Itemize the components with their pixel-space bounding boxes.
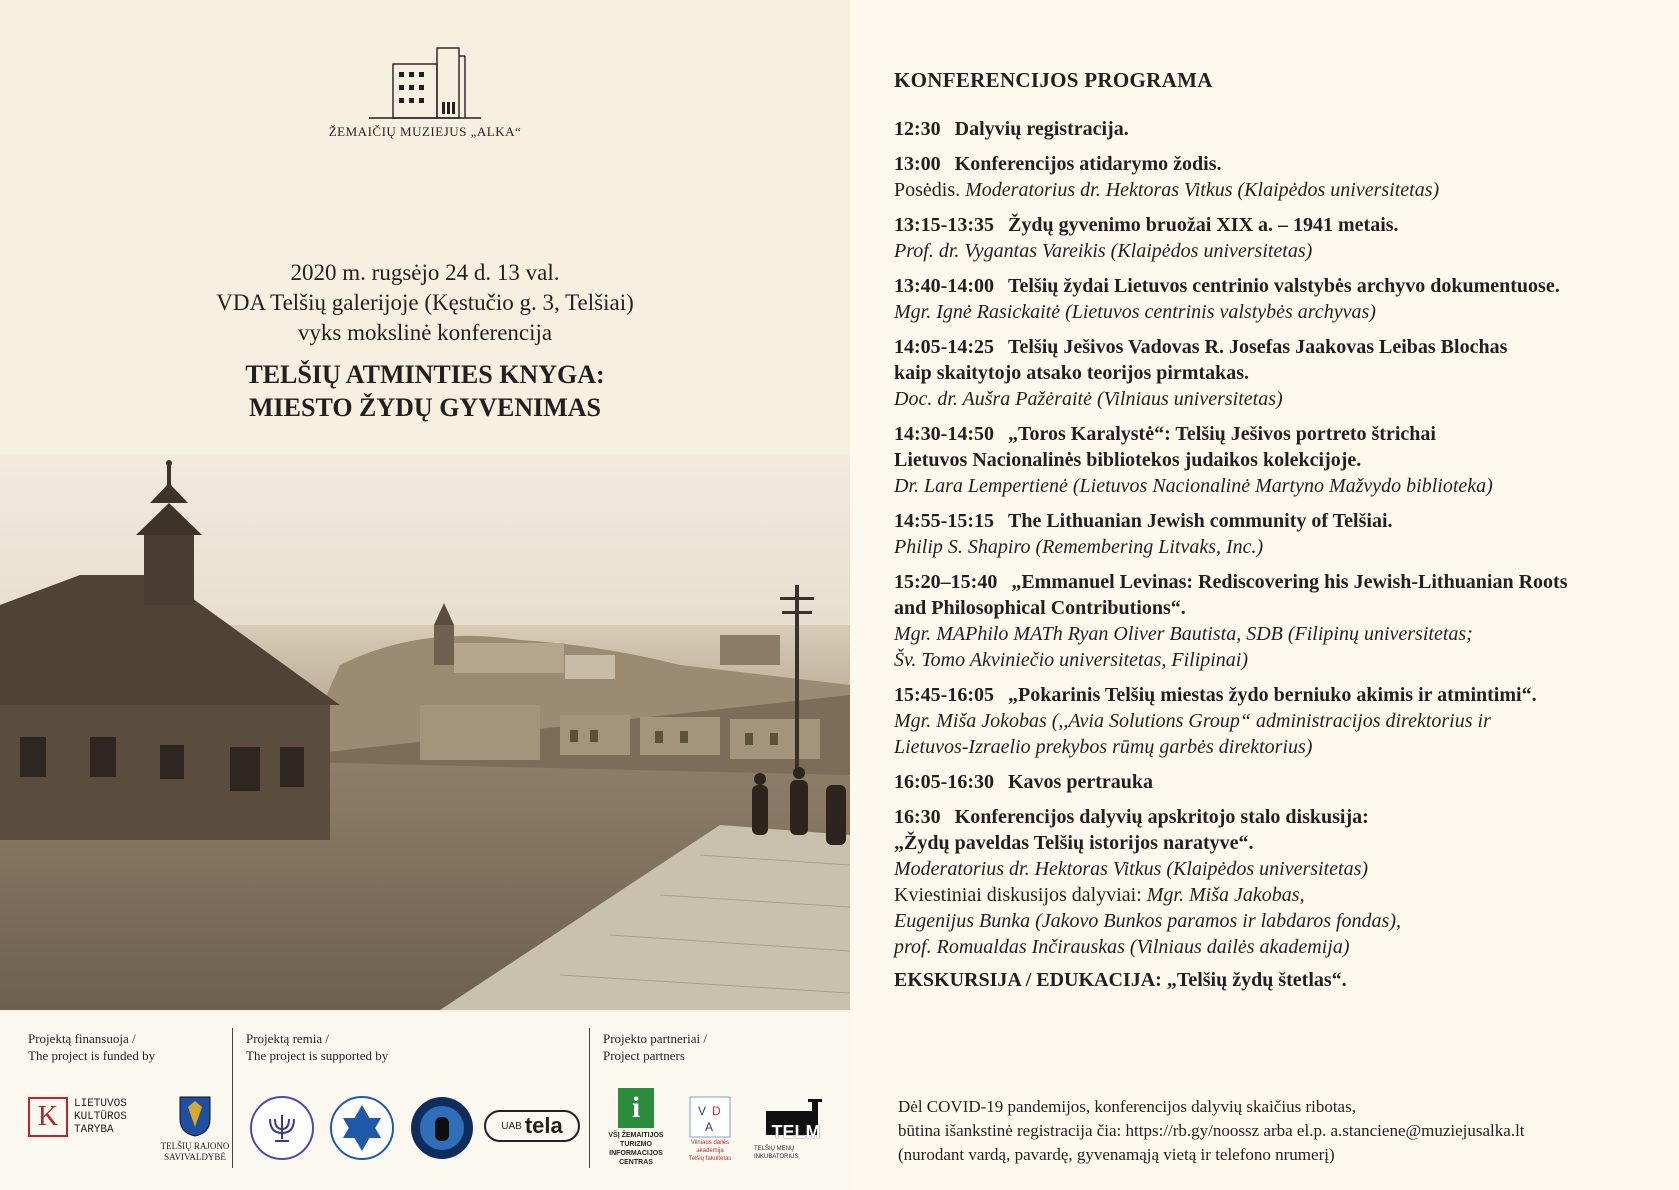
star-of-david-icon: [329, 1095, 395, 1161]
vda-telsiai-logo: V D A Vilniaus dailės akademija Telšių fakultetas: [680, 1086, 740, 1172]
vda-mark-icon: [688, 1095, 732, 1139]
svg-text:A: A: [705, 1120, 714, 1134]
conference-program: [894, 68, 1664, 992]
program-item: 14:55-15:15 The Lithuanian Jewish community of Telšiai. Philip S. Shapiro (Remembering Litvaks, Inc.): [894, 510, 1393, 558]
lkt-logo: K LIETUVOS KULTŪROS TARYBA: [28, 1092, 158, 1142]
venue-line: VDA Telšių galerijoje (Kęstučio g. 3, Telšiai): [216, 290, 634, 315]
menorah-icon: [249, 1095, 315, 1161]
event-line: vyks mokslinė konferencija: [297, 320, 553, 345]
telm-logo: TELM TELŠIŲ MENŲ INKUBATORIUS: [754, 1086, 838, 1172]
telsiai-municipality-logo: TELŠIŲ RAJONO SAVIVALDYBĖ: [160, 1084, 230, 1174]
program-item-roundtable: 16:30 Konferencijos dalyvių apskritojo stalo diskusija: „Žydų paveldas Telšių istorijos naratyve“. Moderatorius dr. Hektoras Vitkus (Klaipėdos universitetas) Kviestiniai diskusijos dalyviai: Mgr. Miša Jakobas, Eugenijus Bunka (Jakovo Bunkos paramos ir labdaros fondas), prof. Romualdas Inčirauskas (Vilniaus dailės akademija): [894, 806, 1401, 958]
conference-title-line2: MIESTO ŽYDŲ GYVENIMAS: [248, 393, 601, 422]
excursion-line: EKSKURSIJA / EDUKACIJA: „Telšių žydų štetlas“.: [894, 969, 1347, 991]
program-item: 13:00 Konferencijos atidarymo žodis. Posėdis. Moderatorius dr. Hektoras Vitkus (Klaipėdos universitetas): [894, 153, 1440, 201]
coat-of-arms-icon: [178, 1095, 212, 1137]
town-square-illustration: [0, 455, 850, 1010]
info-icon: i: [618, 1088, 654, 1128]
jewish-community-logo: [326, 1092, 398, 1164]
sponsors-strip: [0, 1012, 850, 1190]
foundation-seal-icon: [409, 1095, 475, 1161]
museum-name: ŽEMAIČIŲ MUZIEJUS „ALKA“: [328, 124, 522, 139]
tourism-info-centre-logo: i VŠĮ ŽEMAITIJOS TURIZMO INFORMACIJOS CENTRAS: [596, 1082, 676, 1172]
lkt-k-icon: K: [28, 1097, 68, 1137]
program-item: 13:15-13:35 Žydų gyvenimo bruožai XIX a. – 1941 metais. Prof. dr. Vygantas Vareikis (Klaipėdos universitetas): [894, 214, 1399, 262]
museum-building-icon: [355, 42, 495, 122]
program-item: 13:40-14:00 Telšių žydai Lietuvos centrinio valstybės archyvo dokumentuose. Mgr. Ignė Rasickaitė (Lietuvos centrinis valstybės archyvas): [894, 275, 1560, 323]
program-item: 14:05-14:25 Telšių Ješivos Vadovas R. Josefas Jaakovas Leibas Blochas kaip skaitytojo atsako teorijos pirmtakas. Doc. dr. Aušra Pažėraitė (Vilniaus universitetas): [894, 336, 1508, 410]
program-item: 15:45-16:05 „Pokarinis Telšių miestas žydo berniuko akimis ir atmintimi“. Mgr. Miša Jokobas (,,Avia Solutions Group“ administracijos direktorius ir Lietuvos-Izraelio prekybos rūmų garbės direktorius): [894, 684, 1537, 758]
program-item: 14:30-14:50 „Toros Karalystė“: Telšių Ješivos portreto štrichai Lietuvos Nacionalinės bibliotekos judaikos kolekcijoje. Dr. Lara Lempertienė (Lietuvos Nacionalinė Martyno Mažvydo biblioteka): [894, 423, 1493, 497]
svg-text:V: V: [698, 1104, 707, 1118]
program-title: KONFERENCIJOS PROGRAMA: [894, 68, 1213, 92]
program-item: 15:20–15:40 „Emmanuel Levinas: Rediscovering his Jewish-Lithuanian Roots and Philosophical Contributions“. Mgr. MAPhilo MATh Ryan Oliver Bautista, SDB (Filipinų universitetas; Šv. Tomo Akviniečio universitetas, Filipinai): [894, 571, 1568, 671]
program-item: 12:30 Dalyvių registracija.: [894, 118, 1129, 140]
covid-notice: Dėl COVID-19 pandemijos, konferencijos dalyvių skaičius ribotas, būtina išankstinė registracija čia: https://rb.gy/noossz arba el.p. a.stanciene@muziejusalka.lt (nurodant vardą, pavardę, gyvenamąją vietą ir telefono nrumerį): [898, 1097, 1525, 1164]
bunka-foundation-logo: [406, 1092, 478, 1164]
conference-title-line1: TELŠIŲ ATMINTIES KNYGA:: [245, 360, 605, 389]
historic-town-photo: [0, 455, 850, 1010]
partners-label: Projekto partneriai / Project partners: [603, 1031, 707, 1063]
date-line: 2020 m. rugsėjo 24 d. 13 val.: [290, 260, 560, 285]
remembering-litvaks-logo: [246, 1092, 318, 1164]
funded-by-label: Projektą finansuoja / The project is funded by: [28, 1031, 156, 1063]
program-item: 16:05-16:30 Kavos pertrauka: [894, 771, 1153, 793]
museum-logo: [325, 42, 525, 142]
supported-by-label: Projektą remia / The project is supported by: [246, 1031, 389, 1063]
svg-text:D: D: [712, 1104, 721, 1118]
uab-tela-logo: UAB tela: [484, 1110, 580, 1142]
